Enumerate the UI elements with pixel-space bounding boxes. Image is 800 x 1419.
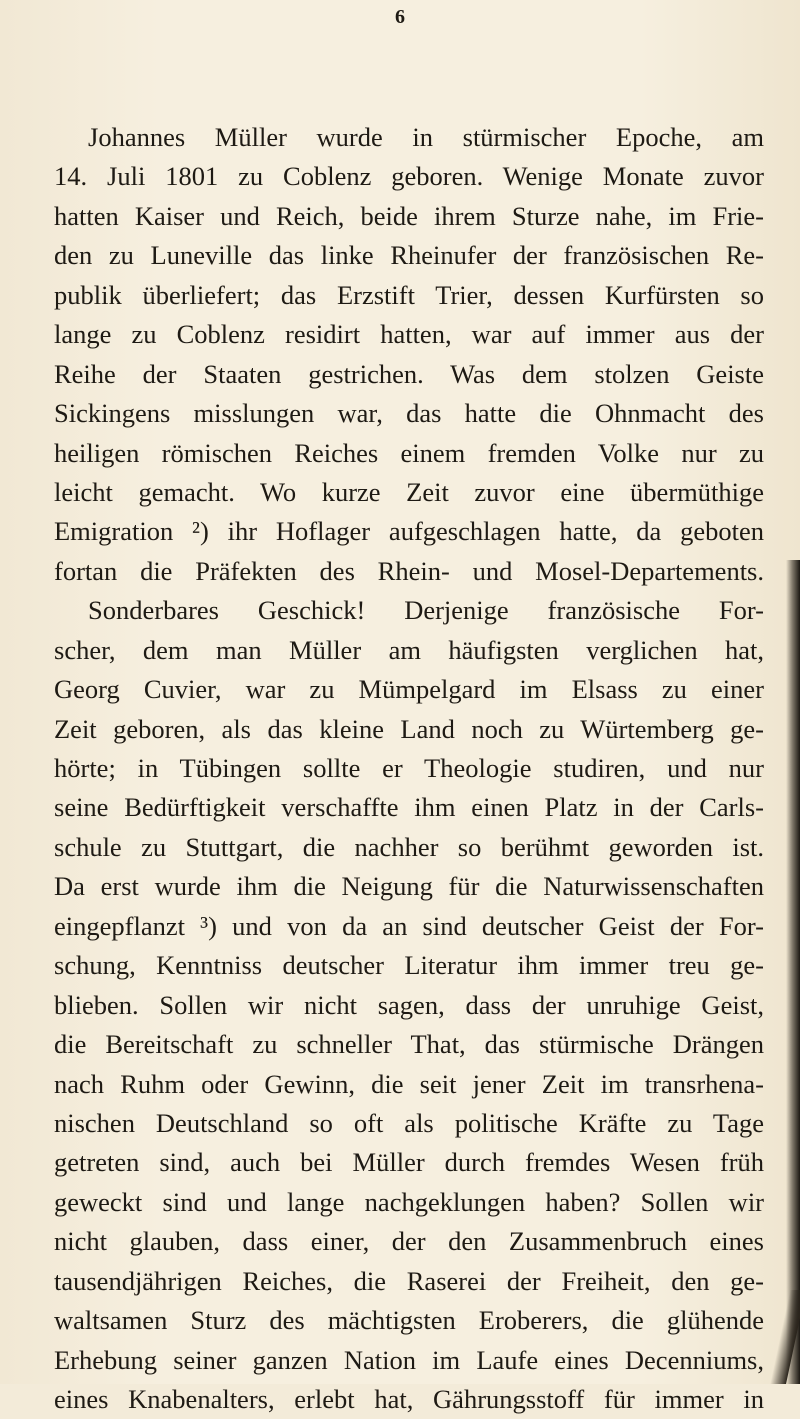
text-line: scher, dem man Müller am häufigsten verglichen hat, (54, 634, 764, 665)
text-line: eines Knabenalters, erlebt hat, Gährungsstoff für immer in (54, 1384, 764, 1414)
text-line: hörte; in Tübingen sollte er Theologie studiren, und nur (54, 753, 764, 783)
text-line: hatten Kaiser und Reich, beide ihrem Sturze nahe, im Frie- (54, 200, 764, 231)
text-line: schung, Kenntniss deutscher Literatur ihm immer treu ge- (54, 950, 764, 981)
book-binding-shadow (786, 560, 800, 1384)
text-line: heiligen römischen Reiches einem fremden Volke nur zu (54, 437, 764, 468)
text-line: nischen Deutschland so oft als politische Kräfte zu Tage (54, 1107, 764, 1138)
text-line: nicht glauben, dass einer, der den Zusammenbruch eines (54, 1226, 764, 1257)
text-line: die Bereitschaft zu schneller That, das stürmische Drängen (54, 1029, 764, 1060)
text-line: 14. Juli 1801 zu Coblenz geboren. Wenige Monate zuvor (54, 161, 764, 192)
text-line: Johannes Müller wurde in stürmischer Epoche, am (88, 122, 764, 152)
text-line: blieben. Sollen wir nicht sagen, dass der unruhige Geist, (54, 989, 764, 1020)
text-line: Da erst wurde ihm die Neigung für die Naturwissenschaften (54, 871, 764, 902)
text-line: eingepflanzt ³) und von da an sind deutscher Geist der For- (54, 910, 764, 941)
text-line: publik überliefert; das Erzstift Trier, dessen Kurfürsten so (54, 279, 764, 310)
text-line: Sonderbares Geschick! Derjenige französische For- (88, 595, 764, 626)
body-text (54, 118, 764, 1419)
text-line: getreten sind, auch bei Müller durch fremdes Wesen früh (54, 1147, 764, 1178)
text-line: Sickingens misslungen war, das hatte die Ohnmacht des (54, 398, 764, 429)
text-line: Erhebung seiner ganzen Nation im Laufe eines Decenniums, (54, 1344, 764, 1375)
text-line: seine Bedürftigkeit verschaffte ihm einen Platz in der Carls- (54, 792, 764, 823)
text-line: Reihe der Staaten gestrichen. Was dem stolzen Geiste (54, 358, 764, 389)
text-line: nach Ruhm oder Gewinn, die seit jener Zeit im transrhena- (54, 1068, 764, 1099)
text-line: waltsamen Sturz des mächtigsten Eroberers, die glühende (54, 1305, 764, 1336)
text-line: Georg Cuvier, war zu Mümpelgard im Elsass zu einer (54, 674, 764, 705)
text-line: fortan die Präfekten des Rhein- und Mosel-Departements. (54, 555, 764, 586)
text-line: lange zu Coblenz residirt hatten, war auf immer aus der (54, 319, 764, 350)
text-line: Emigration ²) ihr Hoflager aufgeschlagen hatte, da geboten (54, 516, 764, 547)
text-line: leicht gemacht. Wo kurze Zeit zuvor eine übermüthige (54, 476, 764, 507)
text-line: tausendjährigen Reiches, die Raserei der Freiheit, den ge- (54, 1265, 764, 1296)
text-line: Zeit geboren, als das kleine Land noch zu Würtemberg ge- (54, 713, 764, 744)
text-line: den zu Luneville das linke Rheinufer der französischen Re- (54, 240, 764, 271)
text-line: schule zu Stuttgart, die nachher so berühmt geworden ist. (54, 831, 764, 862)
text-line: geweckt sind und lange nachgeklungen haben? Sollen wir (54, 1186, 764, 1217)
page-number: 6 (395, 6, 405, 28)
